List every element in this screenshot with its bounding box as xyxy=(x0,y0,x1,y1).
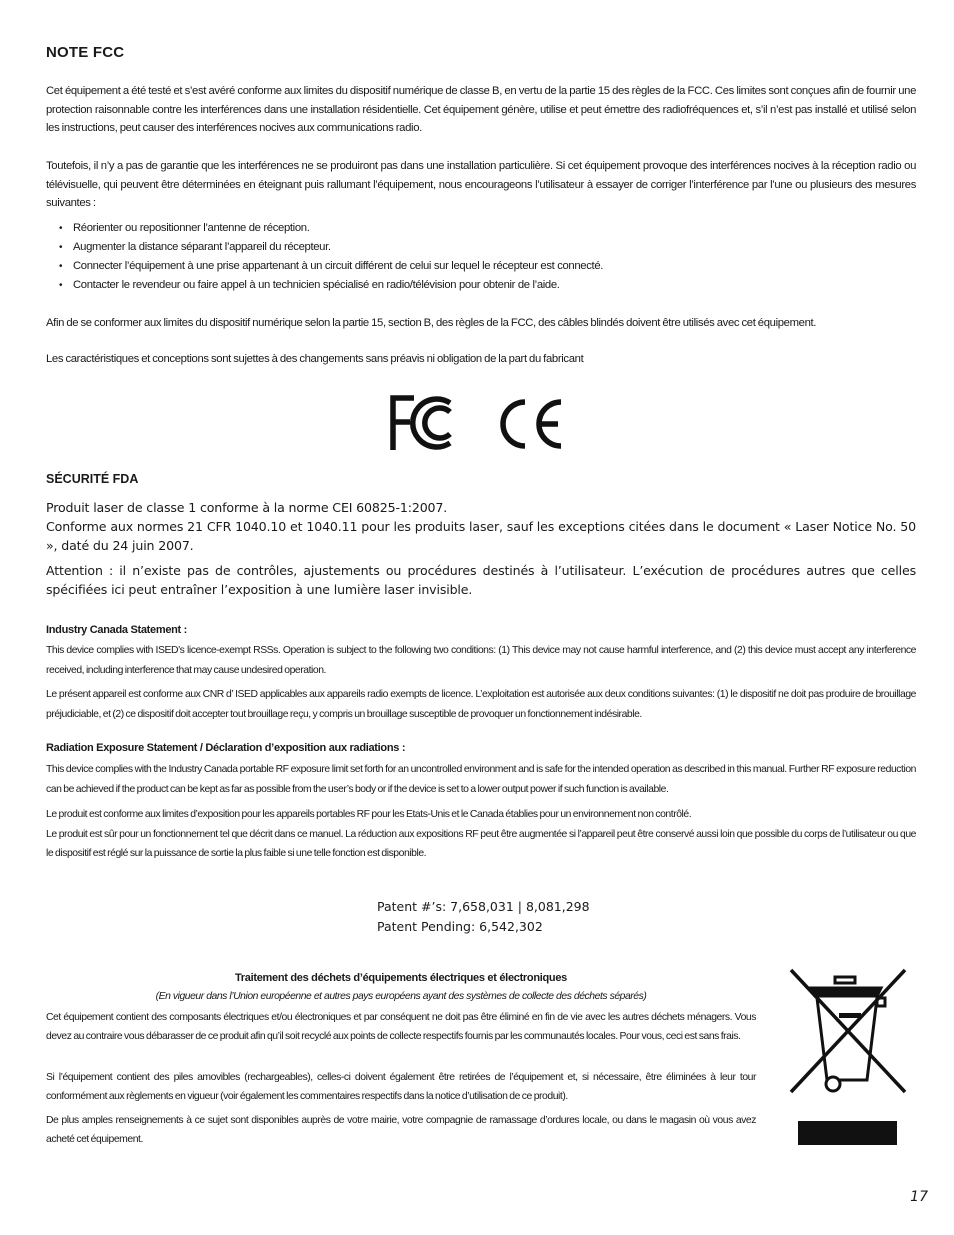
ce-logo xyxy=(503,402,561,446)
weee-title: Traitement des déchets d’équipements électriques et électroniques xyxy=(234,972,567,984)
radiation-heading: Radiation Exposure Statement / Déclaration d’exposition aux radiations : xyxy=(46,742,406,754)
crossed-out-wheelie-bin-icon xyxy=(789,968,907,1148)
list-item: • Réorienter ou repositionner l’antenne de réception. xyxy=(56,219,916,238)
fcc-paragraph-1: Cet équipement a été testé et s’est avéré conforme aux limites du dispositif numérique de classe B, en vertu de la partie 15 des règles de la FCC. Ces limites sont conçues afin de fournir une protection raisonnable contre les interférences dans une installation résidentielle. Cet équipement génère, utilise et peut émettre des radiofréquences et, s’il n’est pas installé et utilisé selon les instructions, peut causer des interférences nocives aux communications radio. xyxy=(46,85,916,134)
patent-info: Patent #’s: 7,658,031 | 8,081,298 Patent Pending: 6,542,302 xyxy=(377,899,590,934)
weee-subtitle: (En vigueur dans l’Union européenne et autres pays européens ayant des systèmes de collecte des déchets séparés) xyxy=(155,991,647,1002)
fda-attention: Attention : il n’existe pas de contrôles, ajustements ou procédures destinés à l’utilisateur. L’exécution de procédures autres que celles spécifiées ici peut entraîner l’exposition à une lumière laser invisible. xyxy=(46,563,916,597)
industry-canada-heading: Industry Canada Statement : xyxy=(46,624,188,636)
industry-canada-fr: Le présent appareil est conforme aux CNR d’ ISED applicables aux appareils radio exempts de licence. L’exploitation est autorisée aux deux conditions suivantes: (1) le dispositif ne doit pas produire de brouillage préjudiciable, et (2) ce dispositif doit accepter tout brouillage reçu, y compris un brouillage susceptible de provoquer un fonctionnement indésirable. xyxy=(46,689,916,720)
fda-laser-statement: Produit laser de classe 1 conforme à la norme CEI 60825-1:2007. Conforme aux normes 21 CFR 1040.10 et 1040.11 pour les produits laser, sauf les exceptions citées dans le document « Laser Notice No. 50 », daté du 24 juin 2007. xyxy=(46,500,916,553)
industry-canada-en: This device complies with ISED’s licence-exempt RSSs. Operation is subject to the following two conditions: (1) This device may not cause harmful interference, and (2) this device must accept any interference received, including interference that may cause undesired operation. xyxy=(46,645,916,676)
radiation-en: This device complies with the Industry Canada portable RF exposure limit set forth for an uncontrolled environment and is safe for the intended operation as described in this manual. Further RF exposure reduction can be achieved if the product can be kept as far as possible from the user’s body or if the device is set to a lower output power if such function is available. xyxy=(46,764,916,795)
fcc-heading: NOTE FCC xyxy=(46,44,125,61)
fcc-paragraph-4: Les caractéristiques et conceptions sont sujettes à des changements sans préavis ni obligation de la part du fabricant xyxy=(46,353,584,365)
weee-paragraph-2: Si l’équipement contient des piles amovibles (rechargeables), celles-ci doivent également être retirées de l’équipement et, si nécessaire, être éliminées à leur tour conformément aux règlements en vigueur (voir également les commentaires respectifs dans la notice d’utilisation de ce produit). xyxy=(46,1072,756,1102)
weee-paragraph-1: Cet équipement contient des composants électriques et/ou électroniques et par conséquent ne doit pas être éliminé en fin de vie avec les autres déchets ménagers. Vous devez au contraire vous débarasser de ce produit afin qu’il soit recyclé aux points de collecte respectifs fournis par les communautés locales. Pour vous, ceci est sans frais. xyxy=(46,1012,756,1042)
fda-heading: SÉCURITÉ FDA xyxy=(46,472,139,486)
weee-paragraph-3: De plus amples renseignements à ce sujet sont disponibles auprès de votre mairie, votre compagnie de ramassage d’ordures locale, ou dans le magasin où vous avez acheté cet équipement. xyxy=(46,1115,756,1145)
certification-logos xyxy=(388,393,568,453)
page-number: 17 xyxy=(910,1189,928,1205)
fcc-paragraph-3: Afin de se conformer aux limites du dispositif numérique selon la partie 15, section B, des règles de la FCC, des câbles blindés doivent être utilisés avec cet équipement. xyxy=(46,317,817,329)
radiation-fr: Le produit est conforme aux limites d’exposition pour les appareils portables RF pour les Etats-Unis et le Canada établies pour un environnement non contrôlé. Le produit est sûr pour un fonctionnement tel que décrit dans ce manuel. La réduction aux expositions RF peut être augmentée si l’appareil peut être conservé aussi loin que possible du corps de l’utilisateur ou que le dispositif est réglé sur la puissance de sortie la plus faible si une telle fonction est disponible. xyxy=(46,809,916,859)
fcc-measures-list xyxy=(56,219,916,295)
list-item: • Contacter le revendeur ou faire appel à un technicien spécialisé en radio/télévision pour obtenir de l’aide. xyxy=(56,276,916,295)
fcc-paragraph-2: Toutefois, il n’y a pas de garantie que les interférences ne se produiront pas dans une installation particulière. Si cet équipement provoque des interférences nocives à la réception radio ou télévisuelle, qui peuvent être déterminées en éteignant puis rallumant l’équipement, nous encourageons l’utilisateur à essayer de corriger l’interférence par l’une ou plusieurs des mesures suivantes : xyxy=(46,160,916,209)
list-item: • Augmenter la distance séparant l’appareil du récepteur. xyxy=(56,238,916,257)
list-item: • Connecter l’équipement à une prise appartenant à un circuit différent de celui sur lequel le récepteur est connecté. xyxy=(56,257,916,276)
fcc-logo xyxy=(393,398,450,450)
